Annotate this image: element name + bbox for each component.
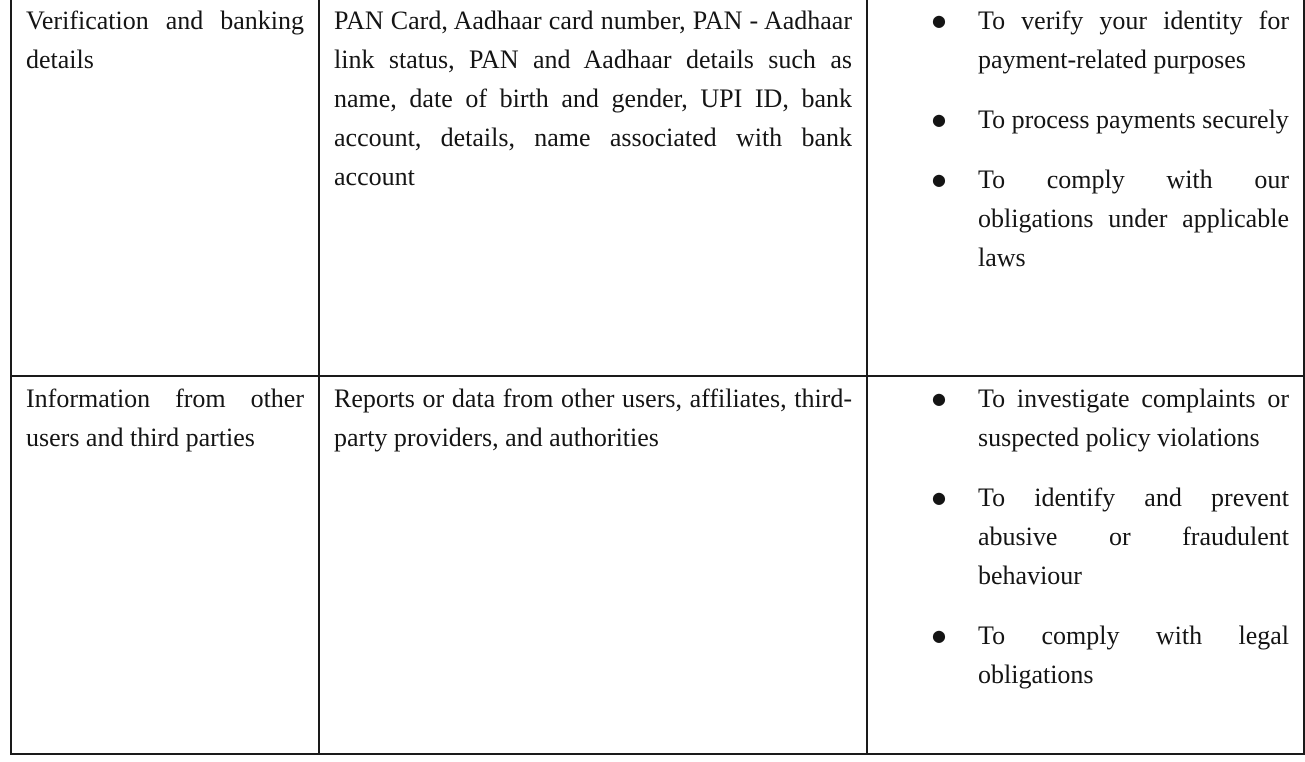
purpose-text: To verify your identity for payment-related purposes <box>978 6 1289 74</box>
purpose-text: To process payments securely <box>978 105 1289 134</box>
bullet-icon: ● <box>932 11 946 30</box>
category-text: Verification and banking details <box>26 6 304 74</box>
data-text: PAN Card, Aadhaar card number, PAN - Aadhaar link status, PAN and Aadhaar details such as name, date of birth and gender, UPI ID, bank account, details, name associated with bank account <box>334 6 852 191</box>
data-cell <box>319 376 867 754</box>
purpose-list <box>882 1 1289 277</box>
purpose-text: To comply with our obligations under applicable laws <box>978 165 1289 272</box>
purpose-item <box>882 100 1289 139</box>
purpose-item <box>882 478 1289 595</box>
data-cell <box>319 0 867 376</box>
bullet-icon: ● <box>932 170 946 189</box>
data-purpose-table <box>10 0 1305 755</box>
category-text: Information from other users and third parties <box>26 384 304 452</box>
purpose-item <box>882 616 1289 694</box>
purpose-cell <box>867 0 1304 376</box>
purpose-text: To identify and prevent abusive or fraudulent behaviour <box>978 483 1289 590</box>
category-cell <box>11 376 319 754</box>
bullet-icon: ● <box>932 626 946 645</box>
category-cell <box>11 0 319 376</box>
table-row <box>11 376 1304 754</box>
purpose-cell <box>867 376 1304 754</box>
table-row <box>11 0 1304 376</box>
purpose-text: To comply with legal obligations <box>978 621 1289 689</box>
bullet-icon: ● <box>932 488 946 507</box>
purpose-list <box>882 379 1289 694</box>
purpose-text: To investigate complaints or suspected policy violations <box>978 384 1289 452</box>
bullet-icon: ● <box>932 389 946 408</box>
bullet-icon: ● <box>932 110 946 129</box>
data-text: Reports or data from other users, affiliates, third-party providers, and authorities <box>334 384 852 452</box>
purpose-item <box>882 379 1289 457</box>
purpose-item <box>882 160 1289 277</box>
purpose-item <box>882 1 1289 79</box>
